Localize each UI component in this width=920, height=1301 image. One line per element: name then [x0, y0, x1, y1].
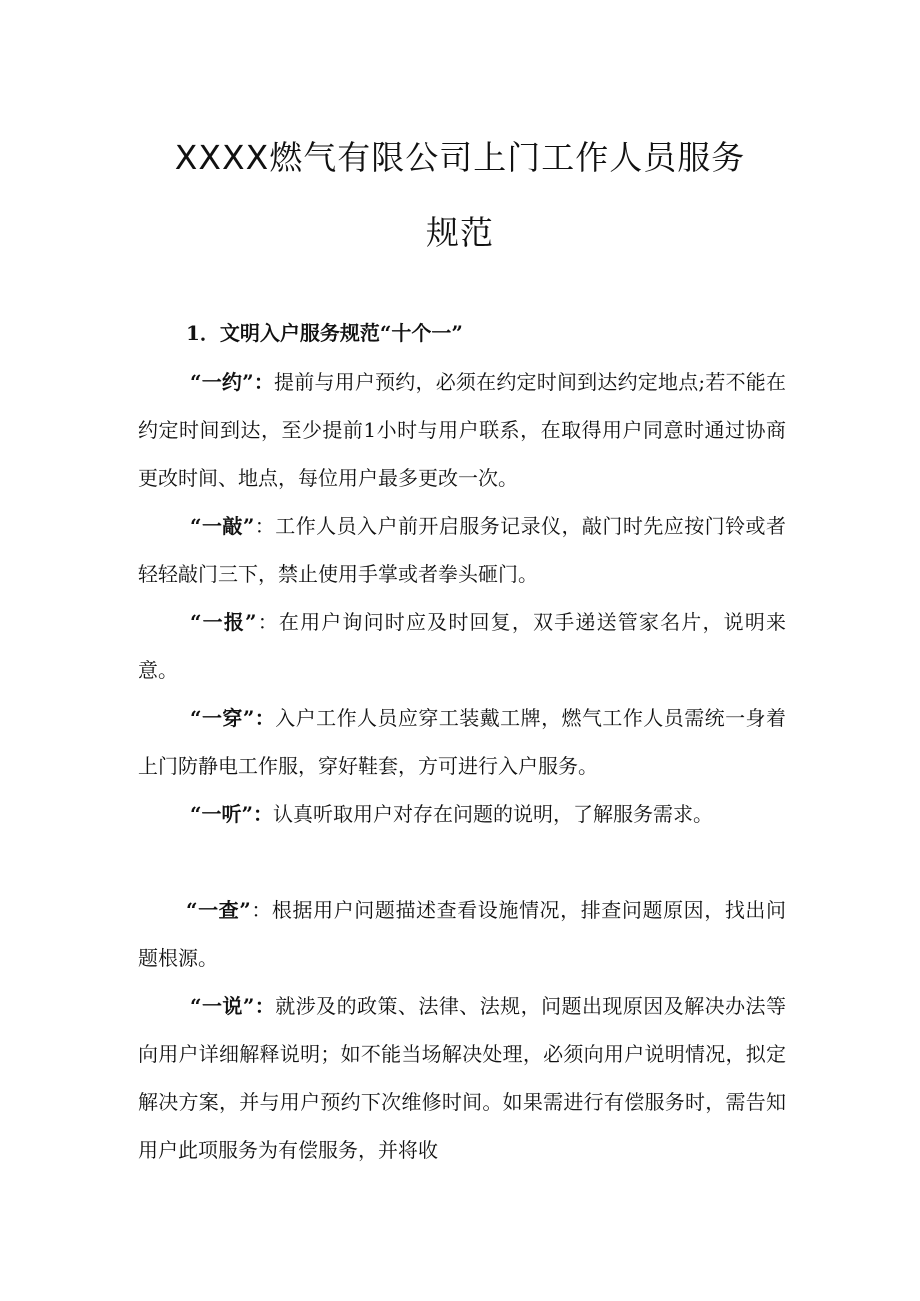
term-yibao: “一报” [190, 610, 257, 634]
paragraph-yicha [138, 886, 786, 982]
paragraph-text: ：在用户询问时应及时回复，双手递送管家名片，说明来意。 [138, 610, 786, 682]
paragraph-yichuan [138, 694, 786, 790]
document-title-line-2: 规范 [426, 213, 494, 252]
paragraph-yishuo [138, 982, 786, 1174]
paragraph-text: 认真听取用户对存在问题的说明，了解服务需求。 [273, 802, 714, 826]
term-yiyue: “一约”： [190, 370, 275, 394]
term-yichuan: “一穿”： [190, 706, 276, 730]
term-yicha: “一查” [186, 898, 251, 922]
paragraph-yiyue [138, 358, 786, 502]
paragraph-text: ：根据用户问题描述查看设施情况，排查问题原因，找出问题根源。 [138, 898, 786, 970]
paragraph-yiqiao [138, 502, 786, 598]
paragraph-text: ：工作人员入户前开启服务记录仪，敲门时先应按门铃或者轻轻敲门三下，禁止使用手掌或者拳头砸门。 [138, 514, 787, 586]
section-heading: 1．文明入户服务规范“十个一” [186, 321, 463, 345]
term-yiqiao: “一敲” [190, 514, 255, 538]
paragraph-yibao [138, 598, 786, 694]
document-title-line-1: XXXX燃气有限公司上门工作人员服务 [174, 138, 746, 177]
term-yishuo: “一说”： [190, 994, 276, 1018]
paragraph-text: 入户工作人员应穿工装戴工牌，燃气工作人员需统一身着上门防静电工作服，穿好鞋套，方可进行入户服务。 [138, 706, 786, 778]
paragraph-yiting [138, 790, 786, 838]
paragraph-text: 就涉及的政策、法律、法规，问题出现原因及解决办法等向用户详细解释说明；如不能当场解决处理，必须向用户说明情况，拟定解决方案，并与用户预约下次维修时间。如果需进行有偿服务时，需告知用户此项服务为有偿服务，并将收 [138, 994, 786, 1162]
term-yiting: “一听”： [190, 802, 274, 826]
paragraph-text: 提前与用户预约，必须在约定时间到达约定地点;若不能在约定时间到达，至少提前1小时与用户联系，在取得用户同意时通过协商更改时间、地点，每位用户最多更改一次。 [138, 370, 786, 490]
